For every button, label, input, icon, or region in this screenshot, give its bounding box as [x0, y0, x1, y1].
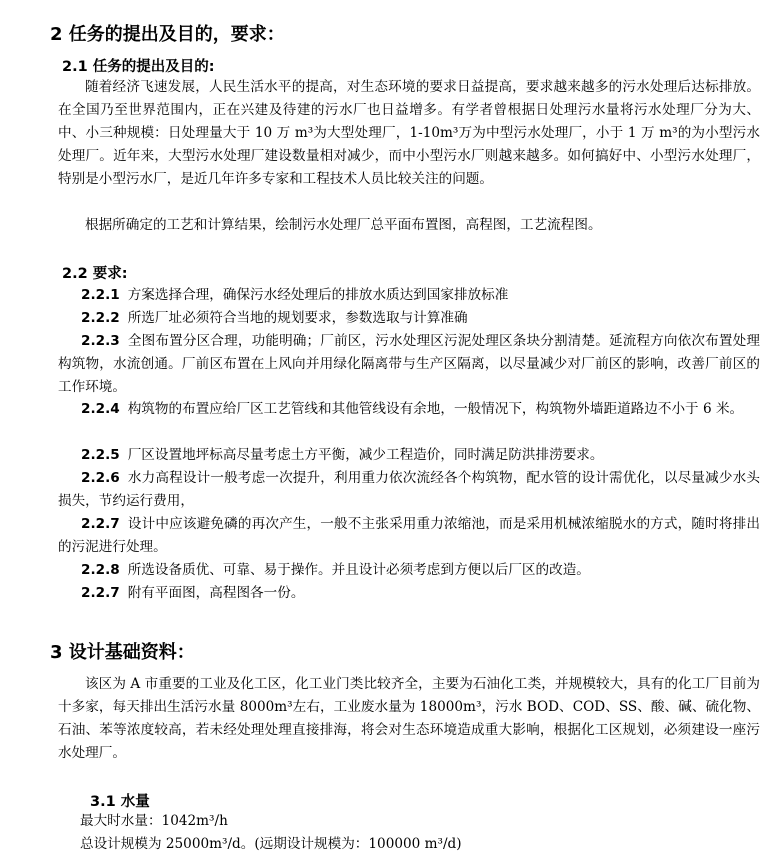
- requirement-text: 构筑物的布置应给厂区工艺管线和其他管线设有余地，一般情况下，构筑物外墙距道路边不小于 6 米。: [127, 401, 744, 417]
- requirement-text: 方案选择合理，确保污水经处理后的排放水质达到国家排放标准: [127, 287, 509, 303]
- requirement-text: 设计中应该避免磷的再次产生，一般不主张采用重力浓缩池，而是采用机械浓缩脱水的方式，随时将排出的污泥进行处理。: [58, 516, 760, 555]
- requirement-text: 全图布置分区合理，功能明确；厂前区，污水处理区污泥处理区条块分割清楚。延流程方向依次布置处理构筑物，水流创通。厂前区布置在上风向并用绿化隔离带与生产区隔离，以尽量减少对厂前区的影响，改善厂前区的工作环境。: [58, 333, 760, 395]
- requirement-number: 2.2.5: [81, 447, 120, 463]
- section-3-1-heading: 3.1 水量: [90, 794, 150, 810]
- section-2-2-heading: 2.2 要求:: [62, 266, 128, 282]
- requirement-item: [58, 467, 760, 513]
- section-2-1-paragraph-1: 随着经济飞速发展，人民生活水平的提高，对生态环境的要求日益提高，要求越来越多的污水处理后达标排放。在全国乃至世界范围内，正在兴建及待建的污水厂也日益增多。有学者曾根据日处理污水量将污水处理厂分为大、中、小三种规模：日处理量大于 10 万 m³为大型处理厂，1-10m³万为中型污水处理厂，小于 1 万 m³的为小型污水处理厂。近年来，大型污水处理厂建设数量相对减少，而中小型污水厂则越来越多。如何搞好中、小型污水处理厂，特别是小型污水厂，是近几年许多专家和工程技术人员比较关注的问题。: [58, 79, 760, 187]
- requirement-item: [58, 284, 760, 307]
- requirement-text: 所选设备质优、可靠、易于操作。并且设计必须考虑到方便以后厂区的改造。: [127, 562, 590, 578]
- requirement-item: [58, 559, 760, 582]
- section-2-1-heading: 2.1 任务的提出及目的:: [62, 59, 215, 75]
- section-3-paragraph: 该区为 A 市重要的工业及化工区，化工业门类比较齐全，主要为石油化工类，并规模较大，具有的化工厂目前为十多家，每天排出生活污水量 8000m³左右，工业废水量为 18000m³，污水 BOD、COD、SS、酸、碱、硫化物、石油、苯等浓度较高，若未经处理处理直接排海，将会对生态环境造成重大影响，根据化工区规划，必须建设一座污水处理厂。: [58, 676, 760, 761]
- requirement-text: 附有平面图，高程图各一份。: [127, 585, 305, 601]
- requirement-item: [58, 582, 760, 605]
- section-2-1-paragraph-2: 根据所确定的工艺和计算结果，绘制污水处理厂总平面布置图，高程图，工艺流程图。: [85, 217, 602, 233]
- requirement-number: 2.2.2: [81, 310, 120, 326]
- section-2-heading: 2 任务的提出及目的，要求：: [50, 24, 285, 45]
- total-design-capacity: 总设计规模为 25000m³/d。(远期设计规模为：100000 m³/d): [80, 836, 462, 852]
- requirement-text: 所选厂址必须符合当地的规划要求，参数选取与计算准确: [127, 310, 468, 326]
- requirement-number: 2.2.1: [81, 287, 120, 303]
- requirement-item: [58, 330, 760, 399]
- requirement-number: 2.2.8: [81, 562, 120, 578]
- requirement-text: 水力高程设计一般考虑一次提升，利用重力依次流经各个构筑物，配水管的设计需优化，以尽量减少水头损失，节约运行费用，: [58, 470, 760, 509]
- requirement-item: [58, 307, 760, 330]
- requirement-item: [58, 444, 760, 467]
- requirement-number: 2.2.4: [81, 401, 120, 417]
- max-hourly-flow: 最大时水量：1042m³/h: [80, 813, 228, 829]
- requirement-item: [58, 513, 760, 559]
- requirement-number: 2.2.6: [81, 470, 120, 486]
- requirement-item: [58, 398, 760, 421]
- section-3-heading: 3 设计基础资料：: [50, 642, 195, 663]
- requirement-number: 2.2.7: [81, 585, 120, 601]
- requirement-number: 2.2.3: [81, 333, 120, 349]
- requirement-number: 2.2.7: [81, 516, 120, 532]
- requirement-text: 厂区设置地坪标高尽量考虑土方平衡，减少工程造价，同时满足防洪排涝要求。: [127, 447, 604, 463]
